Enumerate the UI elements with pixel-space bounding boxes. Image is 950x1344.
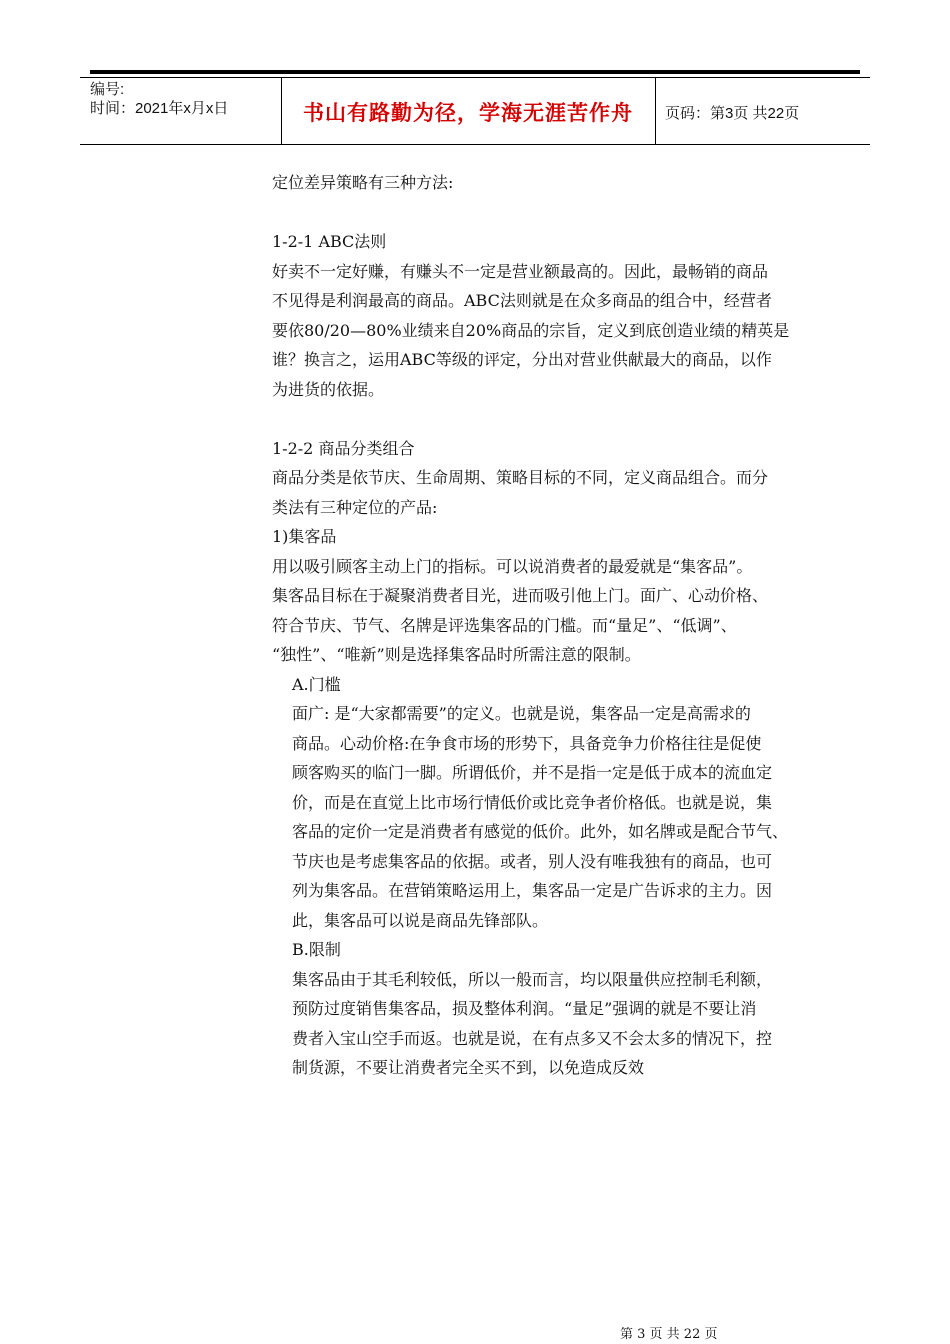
text-line: 此，集客品可以说是商品先锋部队。 <box>292 910 549 930</box>
text-line: “独性”、“唯新”则是选择集客品时所需注意的限制。 <box>272 645 641 664</box>
indented-section <box>272 670 872 1083</box>
text-line: 客品的定价一定是消费者有感觉的低价。此外，如名牌或是配合节气、 <box>292 822 789 841</box>
text-line: 顾客购买的临门一脚。所谓低价，并不是指一定是低于成本的流血定 <box>292 763 773 782</box>
text-line: 1)集客品 <box>272 527 337 546</box>
motto: 书山有路勤为径，学海无涯苦作舟 <box>303 101 633 125</box>
text-line: 1-2-2 商品分类组合 <box>272 438 415 458</box>
text-line: 不见得是利润最高的商品。ABC法则就是在众多商品的组合中，经营者 <box>272 291 772 310</box>
text-line: 列为集客品。在营销策略运用上，集客品一定是广告诉求的主力。因 <box>292 881 773 900</box>
time-label: 时间：2021年x月x日 <box>90 100 229 117</box>
header-rule-thick <box>90 70 860 74</box>
header-rule-bottom <box>80 144 870 145</box>
document-body <box>272 168 872 1083</box>
text-line: 定位差异策略有三种方法: <box>272 173 454 192</box>
header-left <box>90 80 228 118</box>
text-line: 1-2-1 ABC法则 <box>272 232 387 251</box>
text-line: 谁？换言之，运用ABC等级的评定，分出对营业供献最大的商品，以作 <box>272 350 772 369</box>
text-line: 费者入宝山空手而返。也就是说，在有点多又不会太多的情况下，控 <box>292 1028 773 1048</box>
text-line: 面广: 是“大家都需要”的定义。也就是说，集客品一定是高需求的 <box>292 704 751 723</box>
text-line: A.门槛 <box>292 674 341 694</box>
footer-page-number: 第 3 页 共 22 页 <box>620 1327 718 1342</box>
blank-line <box>272 404 872 434</box>
text-line: 集客品目标在于凝聚消费者目光，进而吸引他上门。面广、心动价格、 <box>272 586 769 605</box>
text-line: 制货源，不要让消费者完全买不到，以免造成反效 <box>292 1058 645 1077</box>
header-divider-right <box>655 77 656 145</box>
text-line: 商品分类是依节庆、生命周期、策略目标的不同，定义商品组合。而分 <box>272 468 769 487</box>
text-line: 集客品由于其毛利较低，所以一般而言，均以限量供应控制毛利额， <box>292 969 773 989</box>
paragraph-list <box>272 168 872 670</box>
text-line: 节庆也是考虑集客品的依据。或者，别人没有唯我独有的商品，也可 <box>292 851 773 871</box>
text-line: 符合节庆、节气、名牌是评选集客品的门槛。而“量足”、“低调”、 <box>272 615 737 635</box>
text-line: 要依80/20—80%业绩来自20%商品的宗旨，定义到底创造业绩的精英是 <box>272 320 790 340</box>
code-label: 编号: <box>90 81 125 98</box>
page-info: 页码：第3页 共22页 <box>665 105 800 122</box>
text-line: 用以吸引顾客主动上门的指标。可以说消费者的最爱就是“集客品”。 <box>272 556 753 576</box>
text-line: 商品。心动价格:在争食市场的形势下，具备竞争力价格往往是促使 <box>292 733 762 753</box>
blank-line <box>272 198 872 228</box>
text-line: 价，而是在直觉上比市场行情低价或比竞争者价格低。也就是说，集 <box>292 792 773 812</box>
text-line: 为进货的依据。 <box>272 379 385 399</box>
header-rule-thin <box>80 77 870 78</box>
text-line: 预防过度销售集客品，损及整体利润。“量足”强调的就是不要让消 <box>292 999 757 1018</box>
text-line: B.限制 <box>292 940 341 959</box>
text-line: 类法有三种定位的产品: <box>272 497 438 517</box>
text-line: 好卖不一定好赚，有赚头不一定是营业额最高的。因此，最畅销的商品 <box>272 261 769 281</box>
